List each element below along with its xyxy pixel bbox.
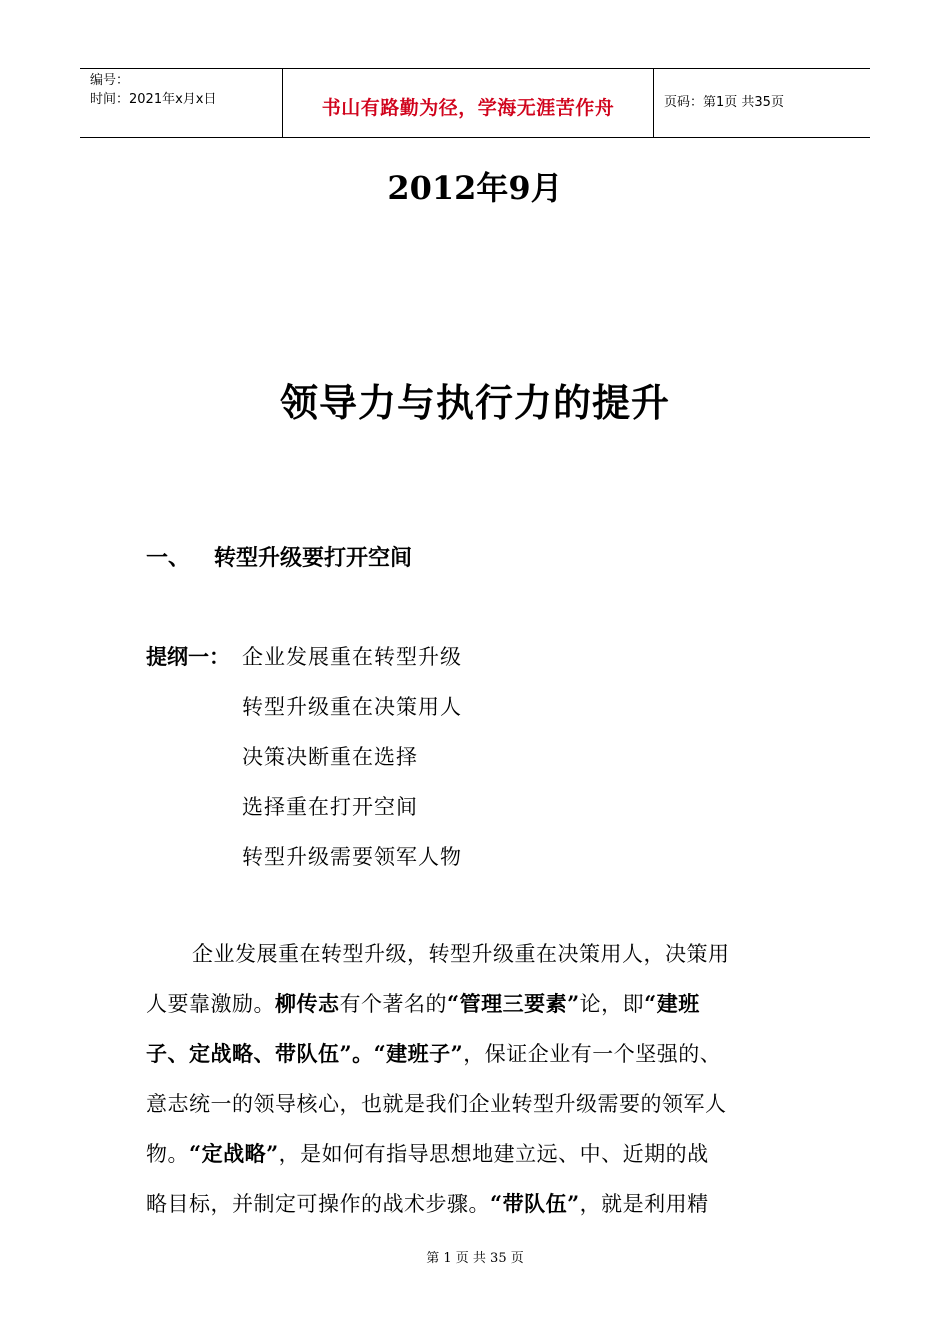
motto-text: 书山有路勤为径，学海无涯苦作舟 xyxy=(321,97,615,119)
section-heading xyxy=(146,541,412,572)
section-title: 转型升级要打开空间 xyxy=(214,545,413,571)
document-date: 2012年9月 xyxy=(387,169,563,207)
text-run: ，保证企业有一个坚强的、 xyxy=(463,1042,722,1066)
emphasis-run: “定战略” xyxy=(189,1141,279,1166)
emphasis-run: “带队伍” xyxy=(490,1191,580,1216)
header-meta-cell xyxy=(80,69,281,137)
paragraph-line xyxy=(146,1087,826,1137)
text-run: ，是如何有指导思想地建立远、中、近期的战 xyxy=(278,1142,709,1166)
emphasis-run: “管理三要素” xyxy=(447,991,580,1016)
header-motto-cell xyxy=(282,69,654,137)
paragraph-line xyxy=(146,1187,826,1237)
text-run: 人要靠激励。 xyxy=(146,992,275,1016)
emphasis-run: 子、定战略、带队伍”。 xyxy=(146,1041,374,1066)
paragraph-line xyxy=(146,987,826,1037)
page-footer: 第 1 页 共 35 页 xyxy=(426,1251,524,1266)
text-run: ，就是利用精 xyxy=(579,1192,709,1216)
emphasis-run: “建班 xyxy=(644,991,700,1016)
outline-item-text: 转型升级需要领军人物 xyxy=(242,845,462,869)
header-page-cell xyxy=(654,69,870,137)
section-number: 一、 xyxy=(146,545,191,571)
outline-label: 提纲一： xyxy=(146,644,230,669)
document-title: 领导力与执行力的提升 xyxy=(279,380,670,425)
page-info: 页码：第1页 共35页 xyxy=(664,95,784,110)
text-run: 论，即 xyxy=(579,992,645,1016)
text-run: 有个著名的 xyxy=(339,992,447,1016)
body-paragraph xyxy=(146,937,826,1237)
outline-item-text: 选择重在打开空间 xyxy=(242,795,418,819)
paragraph-line xyxy=(146,937,826,987)
number-label: 编号： xyxy=(90,73,130,88)
emphasis-run: “建班子” xyxy=(373,1041,464,1066)
paragraph-line xyxy=(146,1137,826,1187)
paragraph-line xyxy=(146,1037,826,1087)
document-header xyxy=(80,68,870,138)
emphasis-run: 柳传志 xyxy=(275,991,340,1016)
outline-item-text: 转型升级重在决策用人 xyxy=(242,695,462,719)
text-run: 意志统一的领导核心，也就是我们企业转型升级需要的领军人 xyxy=(146,1092,727,1116)
outline-item-text: 决策决断重在选择 xyxy=(242,745,418,769)
text-run: 企业发展重在转型升级，转型升级重在决策用人，决策用 xyxy=(192,942,730,966)
text-run: 略目标，并制定可操作的战术步骤。 xyxy=(146,1192,490,1216)
time-label: 时间：2021年x月x日 xyxy=(90,92,217,107)
text-run: 物。 xyxy=(146,1142,189,1166)
outline-item-text: 企业发展重在转型升级 xyxy=(242,645,462,669)
